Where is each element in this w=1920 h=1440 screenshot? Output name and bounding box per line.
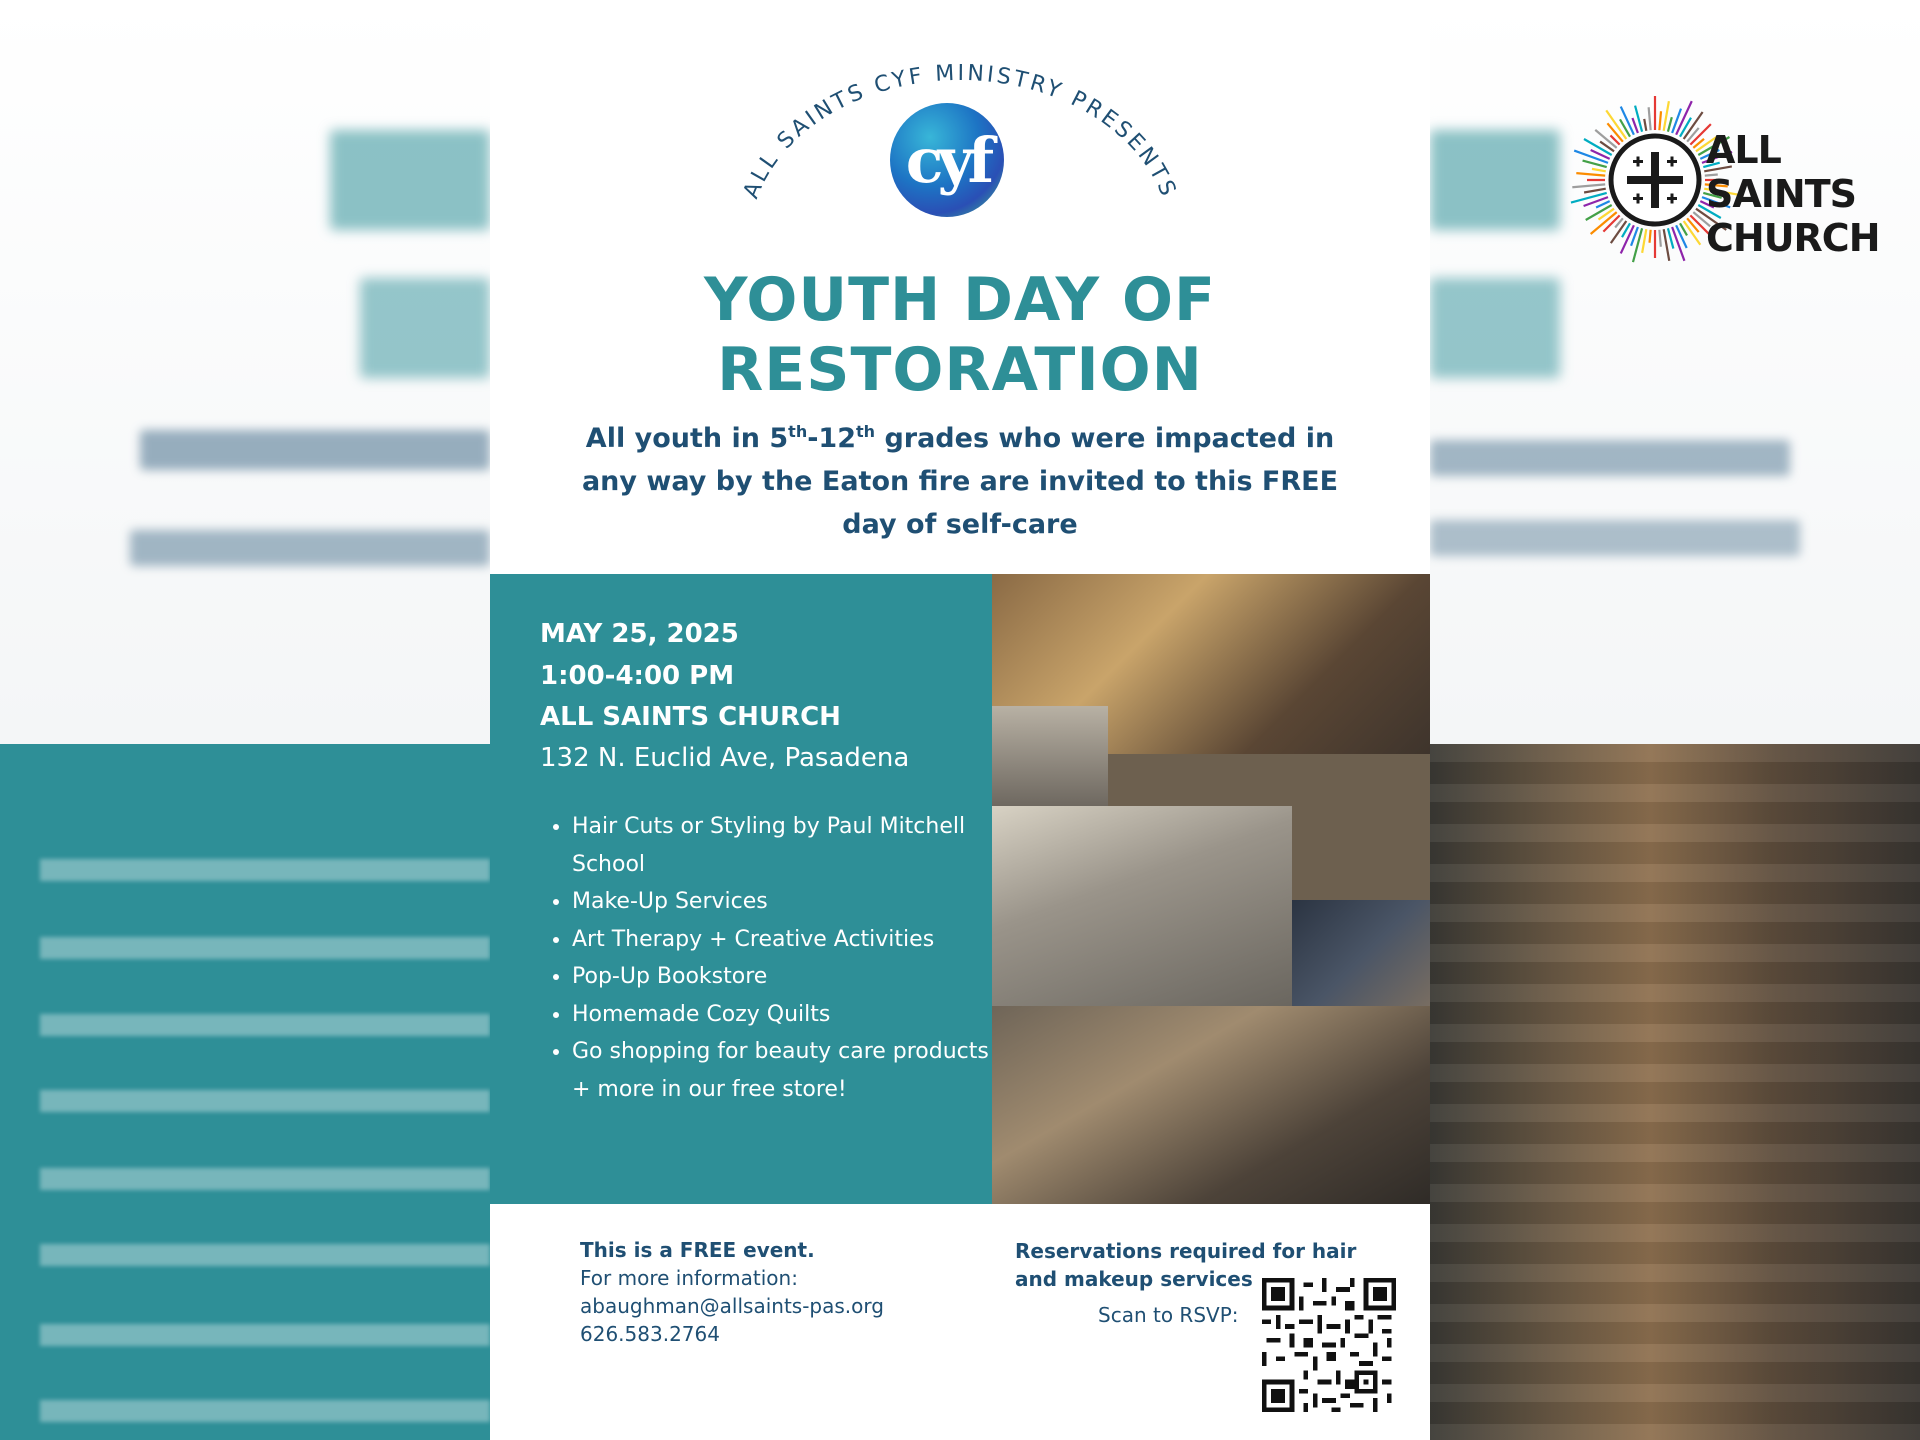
- reservation-note: Reservations required for hair and makeup services: [1015, 1239, 1357, 1291]
- activities-list: [540, 808, 1012, 1108]
- free-event-text: This is a FREE event.: [580, 1238, 815, 1262]
- sunburst-ray: [1633, 228, 1642, 262]
- collage-photo-circle: [992, 1006, 1430, 1204]
- collage-photo-theater: [1292, 900, 1430, 1016]
- sunburst-ray: [1659, 111, 1661, 130]
- subtitle-line3: day of self-care: [842, 509, 1078, 540]
- cyf-logo: [890, 103, 1004, 217]
- sunburst-ray: [1571, 193, 1607, 203]
- subtitle-line1: All youth in 5th-12th grades who were impacted in: [585, 422, 1335, 454]
- cyf-logo-letters: cyf: [905, 123, 989, 197]
- event-date: MAY 25, 2025: [540, 619, 739, 649]
- sunburst-ray: [1664, 101, 1669, 131]
- contact-email[interactable]: abaughman@allsaints-pas.org: [580, 1294, 884, 1318]
- activity-item: • Art Therapy + Creative Activities: [572, 921, 1012, 959]
- sunburst-ray: [1650, 230, 1651, 243]
- blurred-text-fragment: [1430, 440, 1790, 476]
- background-blurred-photo: [1430, 744, 1920, 1440]
- collage-photo-yoga: [992, 806, 1292, 1006]
- sunburst-ray: [1644, 119, 1646, 131]
- sunburst-ray: [1642, 229, 1646, 253]
- blurred-text-fragment: [1430, 520, 1800, 556]
- blurred-title-fragment: [360, 278, 490, 378]
- sunburst-ray: [1649, 107, 1651, 130]
- activity-item: • Pop-Up Bookstore: [572, 958, 1012, 996]
- subtitle-line2: any way by the Eaton fire are invited to this FREE: [581, 466, 1339, 497]
- blurred-title-fragment: [1430, 278, 1560, 378]
- blurred-title-fragment: [1430, 130, 1560, 230]
- church-name: [1706, 128, 1920, 260]
- church-name-line2: CHURCH: [1706, 216, 1880, 260]
- scan-to-rsvp-label: Scan to RSVP:: [1098, 1303, 1239, 1327]
- event-address: 132 N. Euclid Ave, Pasadena: [540, 743, 910, 773]
- event-title-line1: YOUTH DAY OF: [704, 265, 1216, 335]
- sunburst-ray: [1584, 189, 1606, 193]
- activity-item: • Homemade Cozy Quilts: [572, 996, 1012, 1034]
- contact-info: [580, 1236, 884, 1348]
- event-title-line2: RESTORATION: [717, 335, 1203, 405]
- ministry-arc-text: ALL SAINTS CYF MINISTRY PRESENTS: [738, 60, 1182, 203]
- background-teal-panel: [0, 744, 490, 1440]
- event-venue: ALL SAINTS CHURCH: [540, 702, 841, 732]
- event-subtitle: [570, 410, 1350, 546]
- activity-item: • Make-Up Services: [572, 883, 1012, 921]
- event-poster: [490, 0, 1430, 1440]
- sunburst-ray: [1572, 184, 1605, 187]
- blurred-text-fragment: [140, 430, 490, 470]
- rsvp-qr-code[interactable]: [1262, 1278, 1396, 1412]
- event-time: 1:00-4:00 PM: [540, 661, 735, 691]
- contact-phone[interactable]: 626.583.2764: [580, 1322, 720, 1346]
- photo-collage: [992, 574, 1430, 1204]
- blurred-title-fragment: [330, 130, 490, 230]
- sunburst-ray: [1592, 169, 1606, 171]
- more-info-label: For more information:: [580, 1266, 798, 1290]
- activity-item: • Hair Cuts or Styling by Paul Mitchell School: [572, 808, 1012, 883]
- sunburst-ray: [1668, 117, 1672, 131]
- church-name-line1: ALL SAINTS: [1706, 128, 1857, 216]
- sunburst-ray: [1576, 173, 1605, 176]
- activity-item: • Go shopping for beauty care products + more in our free store!: [572, 1033, 1012, 1108]
- jerusalem-cross-icon: [1627, 152, 1683, 208]
- collage-photo-outdoor: [992, 706, 1108, 806]
- blurred-text-fragment: [130, 530, 490, 566]
- sunburst-ray: [1659, 230, 1660, 247]
